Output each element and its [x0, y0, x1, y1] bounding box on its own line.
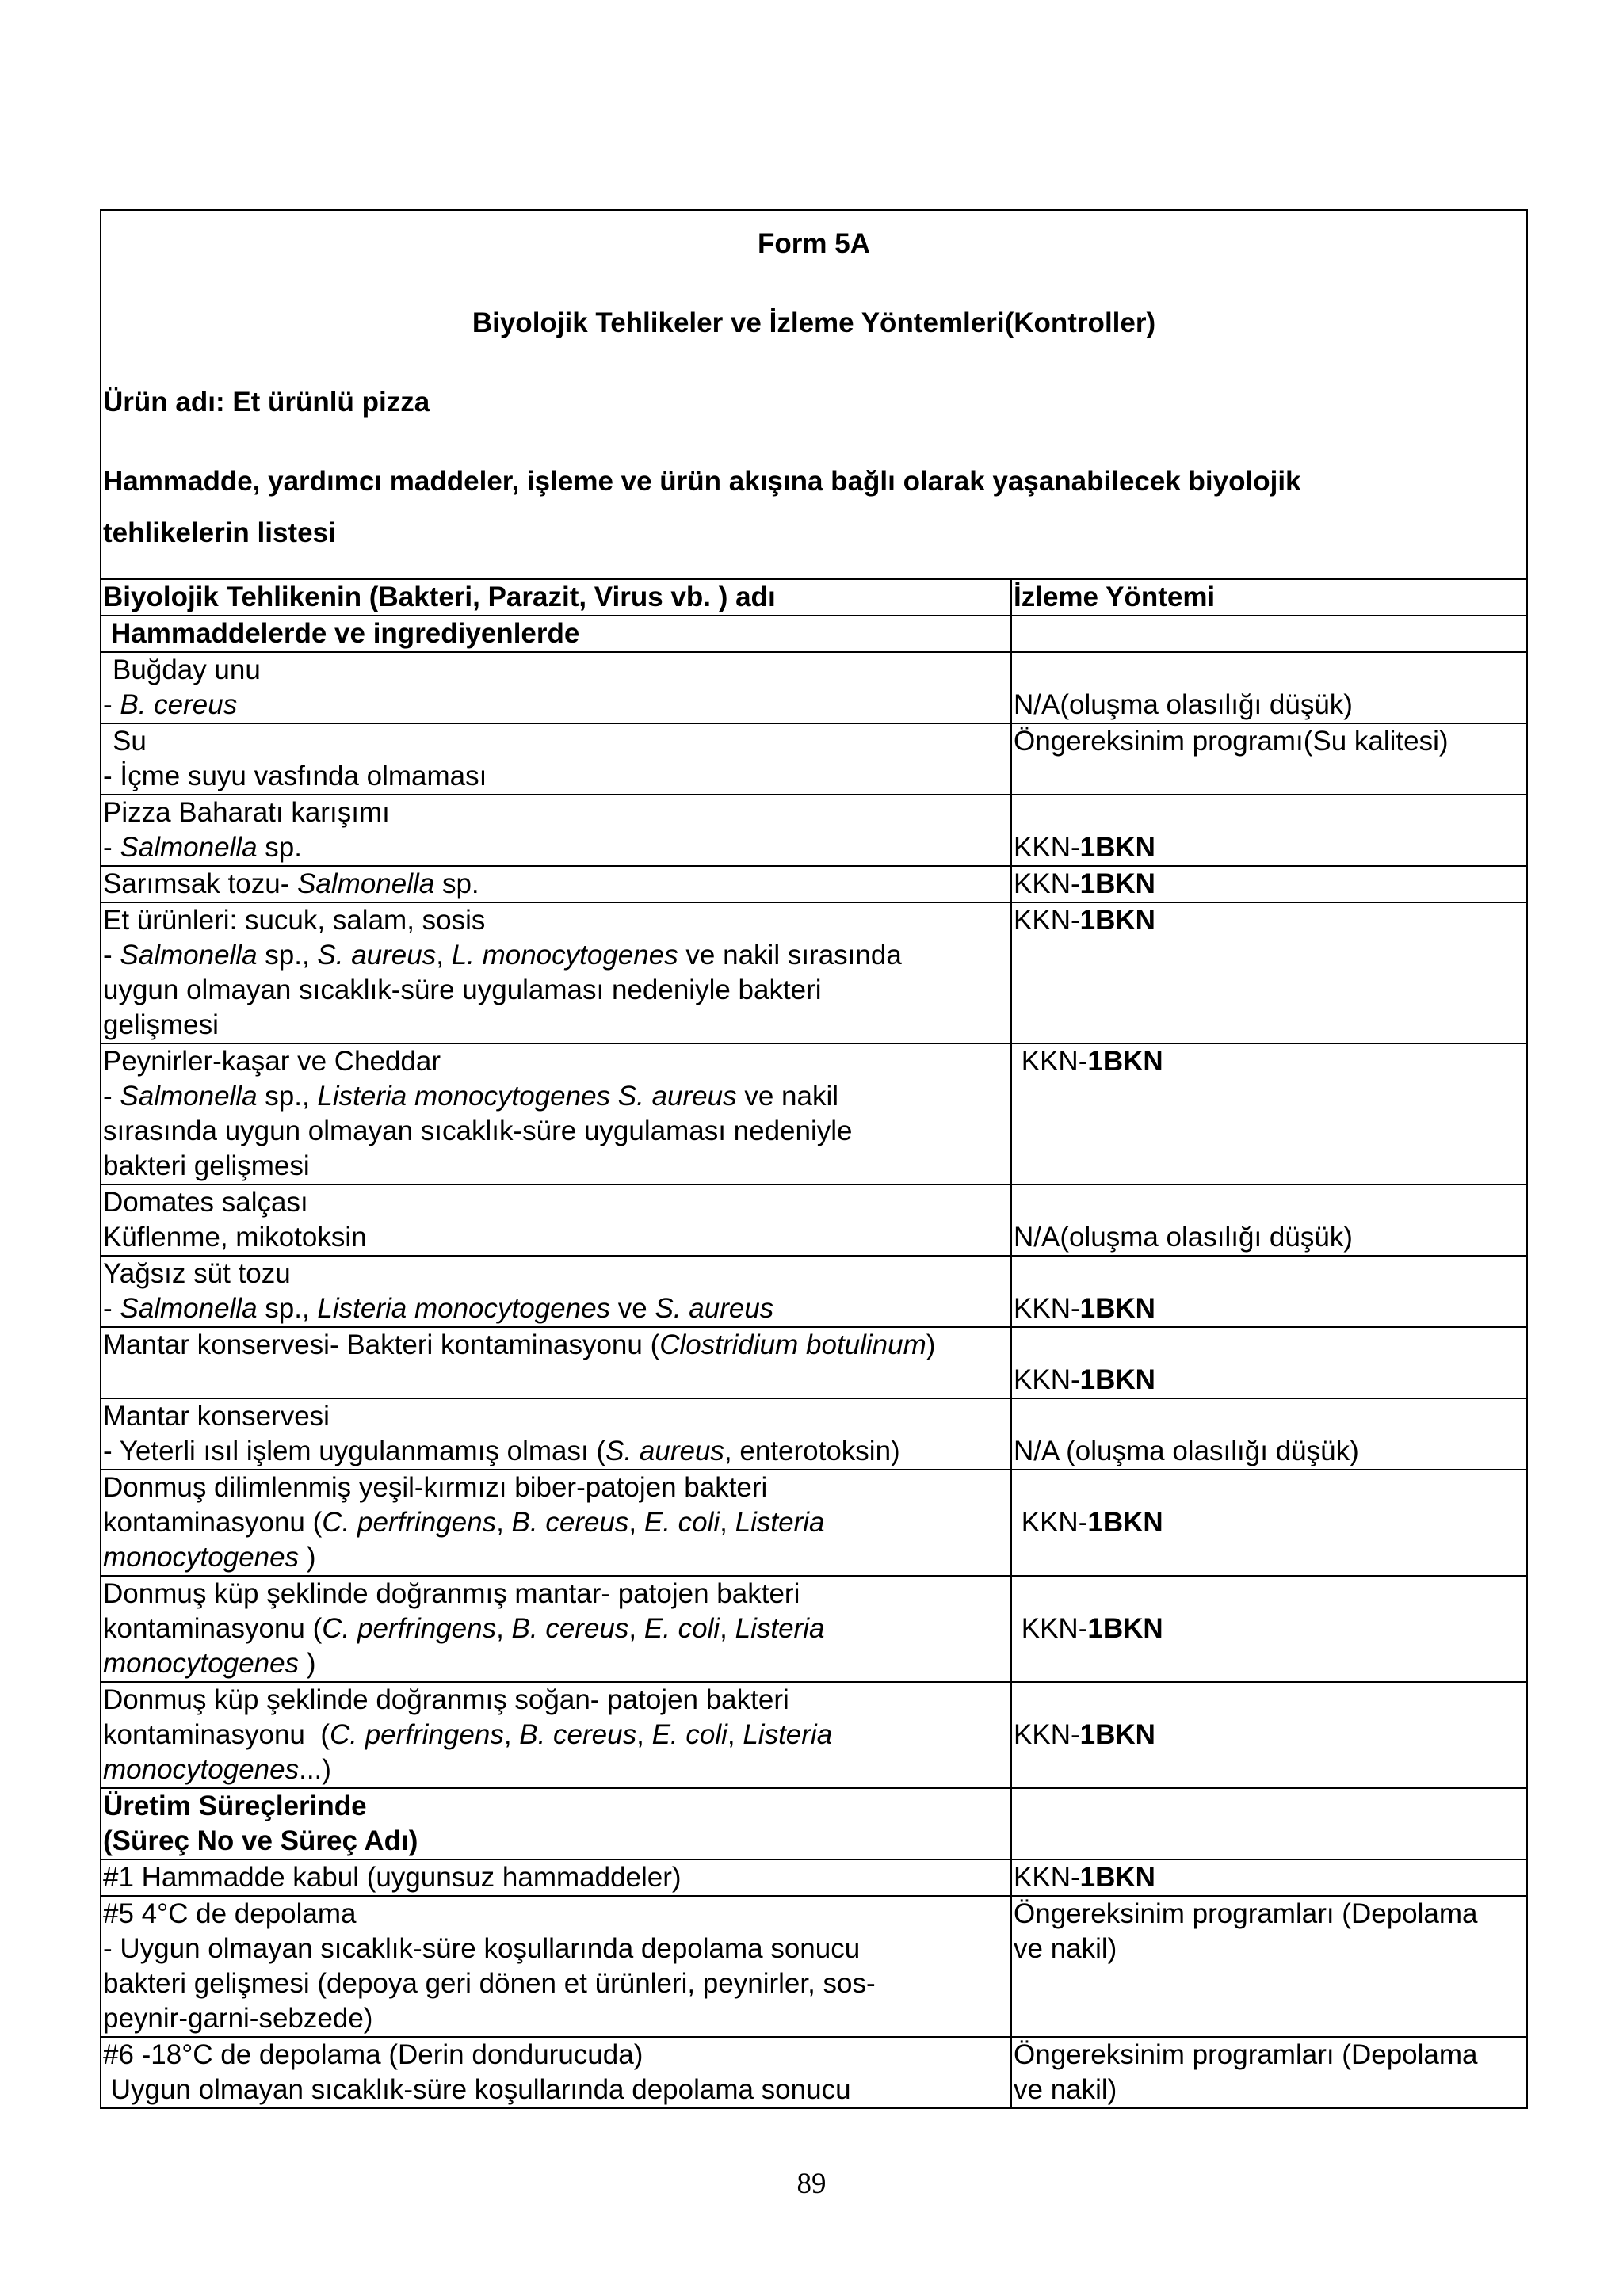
hazard-line — [103, 1753, 1010, 1787]
form-frame — [100, 209, 1528, 2109]
organism: Listeria — [735, 1613, 825, 1644]
organism: Clostridium botulinum — [659, 1329, 926, 1360]
text: sp. — [434, 868, 479, 899]
organism: Salmonella — [120, 940, 258, 971]
hazard-line — [103, 1079, 1010, 1114]
section-label: Hammaddelerde ve ingrediyenlerde — [101, 616, 1011, 652]
hazard-line — [103, 1434, 1010, 1469]
hazard-line — [103, 938, 1010, 973]
method-line: ve nakil) — [1014, 1933, 1117, 1964]
hazard-line: - İçme suyu vasfında olmaması — [103, 761, 487, 791]
organism: Salmonella — [297, 868, 435, 899]
method-code: 1BKN — [1079, 1862, 1155, 1893]
method-cell — [1011, 1682, 1526, 1788]
hazard-cell — [101, 902, 1011, 1043]
text: ve nakil sırasında — [678, 940, 902, 971]
hazard-line: sırasında uygun olmayan sıcaklık-süre uygulaması nedeniyle — [103, 1116, 853, 1146]
section-label-line: (Süreç No ve Süreç Adı) — [103, 1825, 418, 1856]
table-row — [101, 866, 1526, 902]
hazard-line: bakteri gelişmesi — [103, 1150, 310, 1181]
empty-cell — [1011, 1788, 1526, 1859]
text: ve nakil — [736, 1081, 839, 1112]
method-cell — [1011, 1043, 1526, 1184]
method-code: 1BKN — [1079, 1364, 1155, 1395]
hazard-line: Küflenme, mikotoksin — [103, 1222, 367, 1253]
organism: Listeria monocytogenes S. aureus — [317, 1081, 737, 1112]
method-code: 1BKN — [1087, 1507, 1163, 1538]
table-row — [101, 795, 1526, 866]
text: , — [436, 940, 452, 971]
process-name: #5 4°C de depolama — [103, 1898, 357, 1929]
text: , — [720, 1507, 735, 1538]
organism: S. aureus — [605, 1436, 724, 1466]
method-cell: N/A(oluşma olasılığı düşük) — [1011, 652, 1526, 723]
text: , — [720, 1613, 735, 1644]
organism: S. aureus — [317, 940, 437, 971]
hazard-cell — [101, 1682, 1011, 1788]
organism: C. perfringens — [329, 1719, 504, 1750]
hazard-line — [103, 1540, 1010, 1575]
text: kontaminasyonu ( — [103, 1613, 323, 1644]
hazard-cell — [101, 1576, 1011, 1682]
text: sp., — [257, 940, 318, 971]
organism: S. aureus — [655, 1293, 774, 1324]
method-cell — [1011, 1256, 1526, 1327]
hazard-cell — [101, 1896, 1011, 2037]
organism: Listeria — [743, 1719, 833, 1750]
ingredient-name: Et ürünleri: sucuk, salam, sosis — [103, 905, 486, 936]
method-line: Öngereksinim programları (Depolama — [1014, 1898, 1478, 1929]
organism: B. cereus — [511, 1507, 629, 1538]
hazard-line: uygun olmayan sıcaklık-süre uygulaması nedeniyle bakteri — [103, 974, 822, 1005]
organism: monocytogenes — [103, 1648, 300, 1679]
method-prefix: KKN- — [1014, 1293, 1080, 1324]
table-row — [101, 1470, 1526, 1576]
method-prefix: KKN- — [1014, 1364, 1080, 1395]
hazard-cell: #1 Hammadde kabul (uygunsuz hammaddeler) — [101, 1859, 1011, 1896]
ingredient-name: Su — [113, 726, 147, 757]
method-cell — [1011, 1859, 1526, 1896]
table-row — [101, 2037, 1526, 2107]
method-cell — [1011, 1327, 1526, 1398]
organism: B. cereus — [519, 1719, 637, 1750]
method-prefix: KKN- — [1014, 1046, 1088, 1077]
organism: Salmonella — [120, 832, 258, 863]
ingredient-name: Domates salçası — [103, 1187, 308, 1218]
hazard-line: Donmuş küp şeklinde doğranmış soğan- patojen bakteri — [103, 1684, 789, 1715]
table-header-row — [101, 580, 1526, 616]
page-number: 89 — [796, 2168, 827, 2200]
hazard-cell — [101, 1398, 1011, 1470]
hazard-line — [103, 830, 1010, 865]
column-header-method: İzleme Yöntemi — [1011, 580, 1526, 616]
text: sp. — [257, 832, 302, 863]
hazard-cell — [101, 2037, 1011, 2107]
organism: C. perfringens — [322, 1613, 497, 1644]
hazard-line — [103, 1611, 1010, 1646]
organism: E. coli — [651, 1719, 727, 1750]
ingredient-name: Pizza Baharatı karışımı — [103, 797, 390, 828]
table-row — [101, 1043, 1526, 1184]
text: - — [103, 1293, 120, 1324]
organism: monocytogenes — [103, 1542, 300, 1573]
method-prefix: KKN- — [1014, 1507, 1088, 1538]
hazard-line — [103, 1291, 1010, 1326]
form-number: Form 5A — [758, 228, 870, 259]
text: ve — [610, 1293, 655, 1324]
method-line: Öngereksinim programları (Depolama — [1014, 2039, 1478, 2070]
ingredient-name: Peynirler-kaşar ve Cheddar — [103, 1046, 441, 1077]
method-prefix: KKN- — [1014, 868, 1080, 899]
method-cell — [1011, 1576, 1526, 1682]
text: Mantar konservesi- Bakteri kontaminasyonu ( — [103, 1329, 660, 1360]
ingredient-name: Yağsız süt tozu — [103, 1258, 291, 1289]
text: kontaminasyonu ( — [103, 1719, 330, 1750]
text: , — [496, 1507, 512, 1538]
organism: C. perfringens — [322, 1507, 497, 1538]
method-cell — [1011, 2037, 1526, 2107]
hazard-line: peynir-garni-sebzede) — [103, 2003, 373, 2034]
hazard-cell — [101, 1256, 1011, 1327]
text: Sarımsak tozu- — [103, 868, 298, 899]
text: - Yeterli ısıl işlem uygulanmamış olması ( — [103, 1436, 606, 1466]
hazard-cell — [101, 1043, 1011, 1184]
table-row — [101, 1398, 1526, 1470]
ingredient-name: Mantar konservesi — [103, 1401, 330, 1432]
hazard-line: gelişmesi — [103, 1009, 219, 1040]
method-prefix: KKN- — [1014, 832, 1080, 863]
section-label — [101, 1788, 1011, 1859]
text: - — [103, 832, 120, 863]
method-cell — [1011, 795, 1526, 866]
text: - — [103, 689, 120, 720]
hazard-cell — [101, 1470, 1011, 1576]
method-code: 1BKN — [1079, 905, 1155, 936]
hazard-line — [103, 688, 1010, 723]
hazard-line: Donmuş dilimlenmiş yeşil-kırmızı biber-patojen bakteri — [103, 1472, 768, 1503]
method-prefix: KKN- — [1014, 905, 1080, 936]
organism: L. monocytogenes — [451, 940, 678, 971]
organism: B. cereus — [511, 1613, 629, 1644]
table-row — [101, 723, 1526, 795]
text: - — [103, 940, 120, 971]
hazard-cell — [101, 1327, 1011, 1398]
hazard-table — [101, 580, 1526, 2107]
hazard-line — [103, 1718, 1010, 1753]
list-title-line-2: tehlikelerin listesi — [103, 517, 336, 548]
method-cell — [1011, 902, 1526, 1043]
method-prefix: KKN- — [1014, 1862, 1080, 1893]
method-cell — [1011, 866, 1526, 902]
method-code: 1BKN — [1079, 1293, 1155, 1324]
method-cell — [1011, 1896, 1526, 2037]
method-cell: Öngereksinim programı(Su kalitesi) — [1011, 723, 1526, 795]
hazard-line — [103, 1505, 1010, 1540]
table-row — [101, 1682, 1526, 1788]
text: , enterotoksin) — [724, 1436, 900, 1466]
method-cell: N/A (oluşma olasılığı düşük) — [1011, 1398, 1526, 1470]
text: ) — [299, 1542, 316, 1573]
organism: Salmonella — [120, 1293, 258, 1324]
text: sp., — [257, 1293, 318, 1324]
hazard-cell — [101, 652, 1011, 723]
text: kontaminasyonu ( — [103, 1507, 323, 1538]
text: , — [628, 1507, 644, 1538]
text: , — [636, 1719, 652, 1750]
method-code: 1BKN — [1087, 1046, 1163, 1077]
text: - — [103, 1081, 120, 1112]
text: ) — [299, 1648, 316, 1679]
process-name: #6 -18°C de depolama (Derin dondurucuda) — [103, 2039, 643, 2070]
section-row-processes — [101, 1788, 1526, 1859]
method-cell — [1011, 1470, 1526, 1576]
text: , — [503, 1719, 520, 1750]
form-title: Biyolojik Tehlikeler ve İzleme Yöntemleri(Kontroller) — [472, 307, 1156, 338]
text: ) — [926, 1329, 936, 1360]
table-row — [101, 1859, 1526, 1896]
section-row-raw-materials — [101, 616, 1526, 652]
product-name: Ürün adı: Et ürünlü pizza — [103, 387, 430, 418]
section-label-line: Üretim Süreçlerinde — [103, 1791, 367, 1821]
organism: monocytogenes — [103, 1754, 300, 1785]
hazard-cell — [101, 1184, 1011, 1256]
text: , — [496, 1613, 512, 1644]
text: sp., — [257, 1081, 318, 1112]
hazard-line: bakteri gelişmesi (depoya geri dönen et ürünleri, peynirler, sos- — [103, 1968, 876, 1999]
hazard-line: Donmuş küp şeklinde doğranmış mantar- patojen bakteri — [103, 1578, 800, 1609]
method-code: 1BKN — [1079, 868, 1155, 899]
organism: E. coli — [643, 1613, 720, 1644]
table-row — [101, 652, 1526, 723]
table-row — [101, 1896, 1526, 2037]
list-title-line-1: Hammadde, yardımcı maddeler, işleme ve ürün akışına bağlı olarak yaşanabilecek biyolojik — [103, 466, 1301, 497]
column-header-hazard: Biyolojik Tehlikenin (Bakteri, Parazit, Virus vb. ) adı — [101, 580, 1011, 616]
table-row — [101, 1184, 1526, 1256]
organism: Salmonella — [120, 1081, 258, 1112]
table-row — [101, 1327, 1526, 1398]
hazard-line — [103, 1646, 1010, 1681]
method-code: 1BKN — [1087, 1613, 1163, 1644]
organism: B. cereus — [120, 689, 238, 720]
method-prefix: KKN- — [1014, 1719, 1080, 1750]
table-row — [101, 1256, 1526, 1327]
organism: E. coli — [643, 1507, 720, 1538]
empty-cell — [1011, 616, 1526, 652]
hazard-cell — [101, 795, 1011, 866]
text: ...) — [299, 1754, 331, 1785]
method-line: ve nakil) — [1014, 2074, 1117, 2105]
organism: Listeria — [735, 1507, 825, 1538]
organism: Listeria monocytogenes — [317, 1293, 611, 1324]
method-prefix: KKN- — [1014, 1613, 1088, 1644]
method-code: 1BKN — [1079, 1719, 1155, 1750]
method-cell: N/A(oluşma olasılığı düşük) — [1011, 1184, 1526, 1256]
hazard-line: Uygun olmayan sıcaklık-süre koşullarında depolama sonucu — [103, 2074, 851, 2105]
hazard-cell — [101, 723, 1011, 795]
hazard-cell — [101, 866, 1011, 902]
method-code: 1BKN — [1079, 832, 1155, 863]
ingredient-name: Buğday unu — [113, 654, 261, 685]
text: , — [727, 1719, 743, 1750]
hazard-line: - Uygun olmayan sıcaklık-süre koşullarında depolama sonucu — [103, 1933, 861, 1964]
form-header — [101, 211, 1526, 580]
table-row — [101, 902, 1526, 1043]
text: , — [628, 1613, 644, 1644]
table-row — [101, 1576, 1526, 1682]
